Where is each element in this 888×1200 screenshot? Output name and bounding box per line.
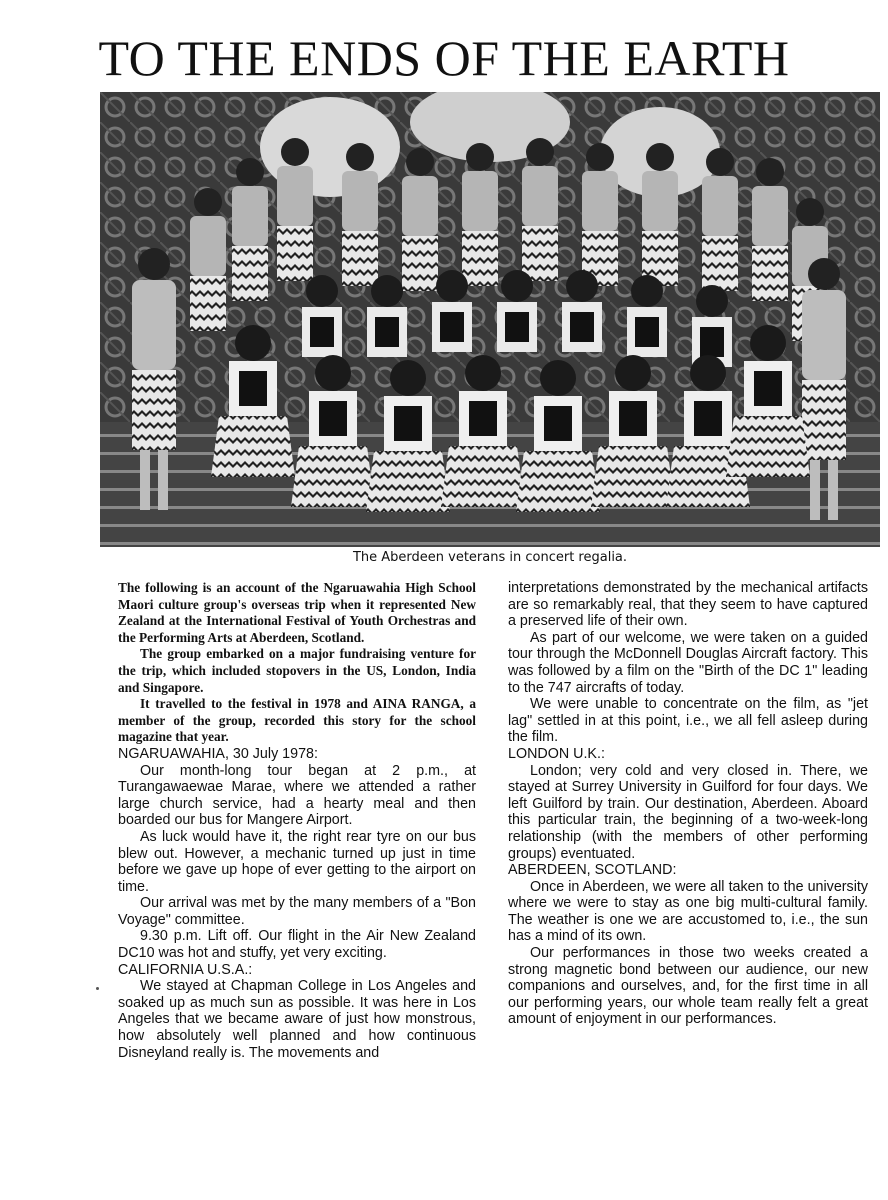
body-paragraph: We stayed at Chapman College in Los Angeles and soaked up as much sun as possible. It was here in Los Angeles that we became aware of just how monstrous, how absolutely well planned and how continuous Disneyland really is. The movements and bbox=[118, 978, 476, 1061]
scan-speck bbox=[96, 987, 99, 990]
section-heading: CALIFORNIA U.S.A.: bbox=[118, 961, 253, 978]
article-column-left bbox=[118, 580, 476, 1061]
body-paragraph: As part of our welcome, we were taken on a guided tour through the McDonnell Douglas Aircraft factory. This was followed by a film on the "Birth of the DC 1" leading to the 747 aircrafts of today. bbox=[508, 629, 868, 696]
section-dateline: NGARUAWAHIA, 30 July 1978: bbox=[118, 745, 318, 762]
body-paragraph: Our performances in those two weeks created a strong magnetic bond between our audience, our new companions and ourselves, and, for the first time in all our performing years, our whole team really felt a great amount of enjoyment in our performances. bbox=[508, 945, 868, 1028]
intro-paragraph: The group embarked on a major fundraising venture for the trip, which included stopovers in the US, London, India and Singapore. bbox=[118, 646, 476, 695]
body-paragraph: interpretations demonstrated by the mechanical artifacts are so remarkably real, that they seem to have captured a preserved life of their own. bbox=[508, 580, 868, 630]
body-paragraph: As luck would have it, the right rear tyre on our bus blew out. However, a mechanic turned up just in time before we gave up hope of ever getting to the airport on time. bbox=[118, 828, 476, 895]
body-paragraph: London; very cold and very closed in. There, we stayed at Surrey University in Guilford for four days. We left Guilford by train. Our destination, Aberdeen. Aboard this particular train, the beginning of a two-week-long relationship (with the members of other performing groups) eventuated. bbox=[508, 762, 868, 862]
section-heading: LONDON U.K.: bbox=[508, 745, 605, 762]
photo-caption: The Aberdeen veterans in concert regalia. bbox=[352, 550, 628, 565]
intro-paragraph: It travelled to the festival in 1978 and AINA RANGA, a member of the group, recorded this story for the school magazine that year. bbox=[118, 696, 476, 745]
body-paragraph: Our month-long tour began at 2 p.m., at Turangawaewae Marae, where we attended a rather large church service, had a hearty meal and then boarded our bus for Mangere Airport. bbox=[118, 762, 476, 829]
body-paragraph: 9.30 p.m. Lift off. Our flight in the Air New Zealand DC10 was hot and stuffy, yet very exciting. bbox=[118, 928, 476, 962]
section-heading: ABERDEEN, SCOTLAND: bbox=[508, 862, 677, 879]
body-paragraph: Our arrival was met by the many members of a "Bon Voyage" committee. bbox=[118, 895, 476, 928]
body-paragraph: Once in Aberdeen, we were all taken to the university where we were to stay as one big multi-cultural family. The weather is one we are accustomed to, i.e., the sun has a mind of its own. bbox=[508, 878, 868, 945]
intro-paragraph: The following is an account of the Ngaruawahia High School Maori culture group's overseas trip when it represented New Zealand at the International Festival of Youth Orchestras and the Performing Arts at Aberdeen, Scotland. bbox=[118, 580, 476, 645]
body-paragraph: We were unable to concentrate on the film, as "jet lag" settled in at this point, i.e., we all fell asleep during the film. bbox=[508, 696, 868, 746]
group-photo bbox=[100, 92, 880, 547]
article-column-right bbox=[508, 580, 868, 1028]
article-headline: TO THE ENDS OF THE EARTH bbox=[98, 30, 790, 86]
